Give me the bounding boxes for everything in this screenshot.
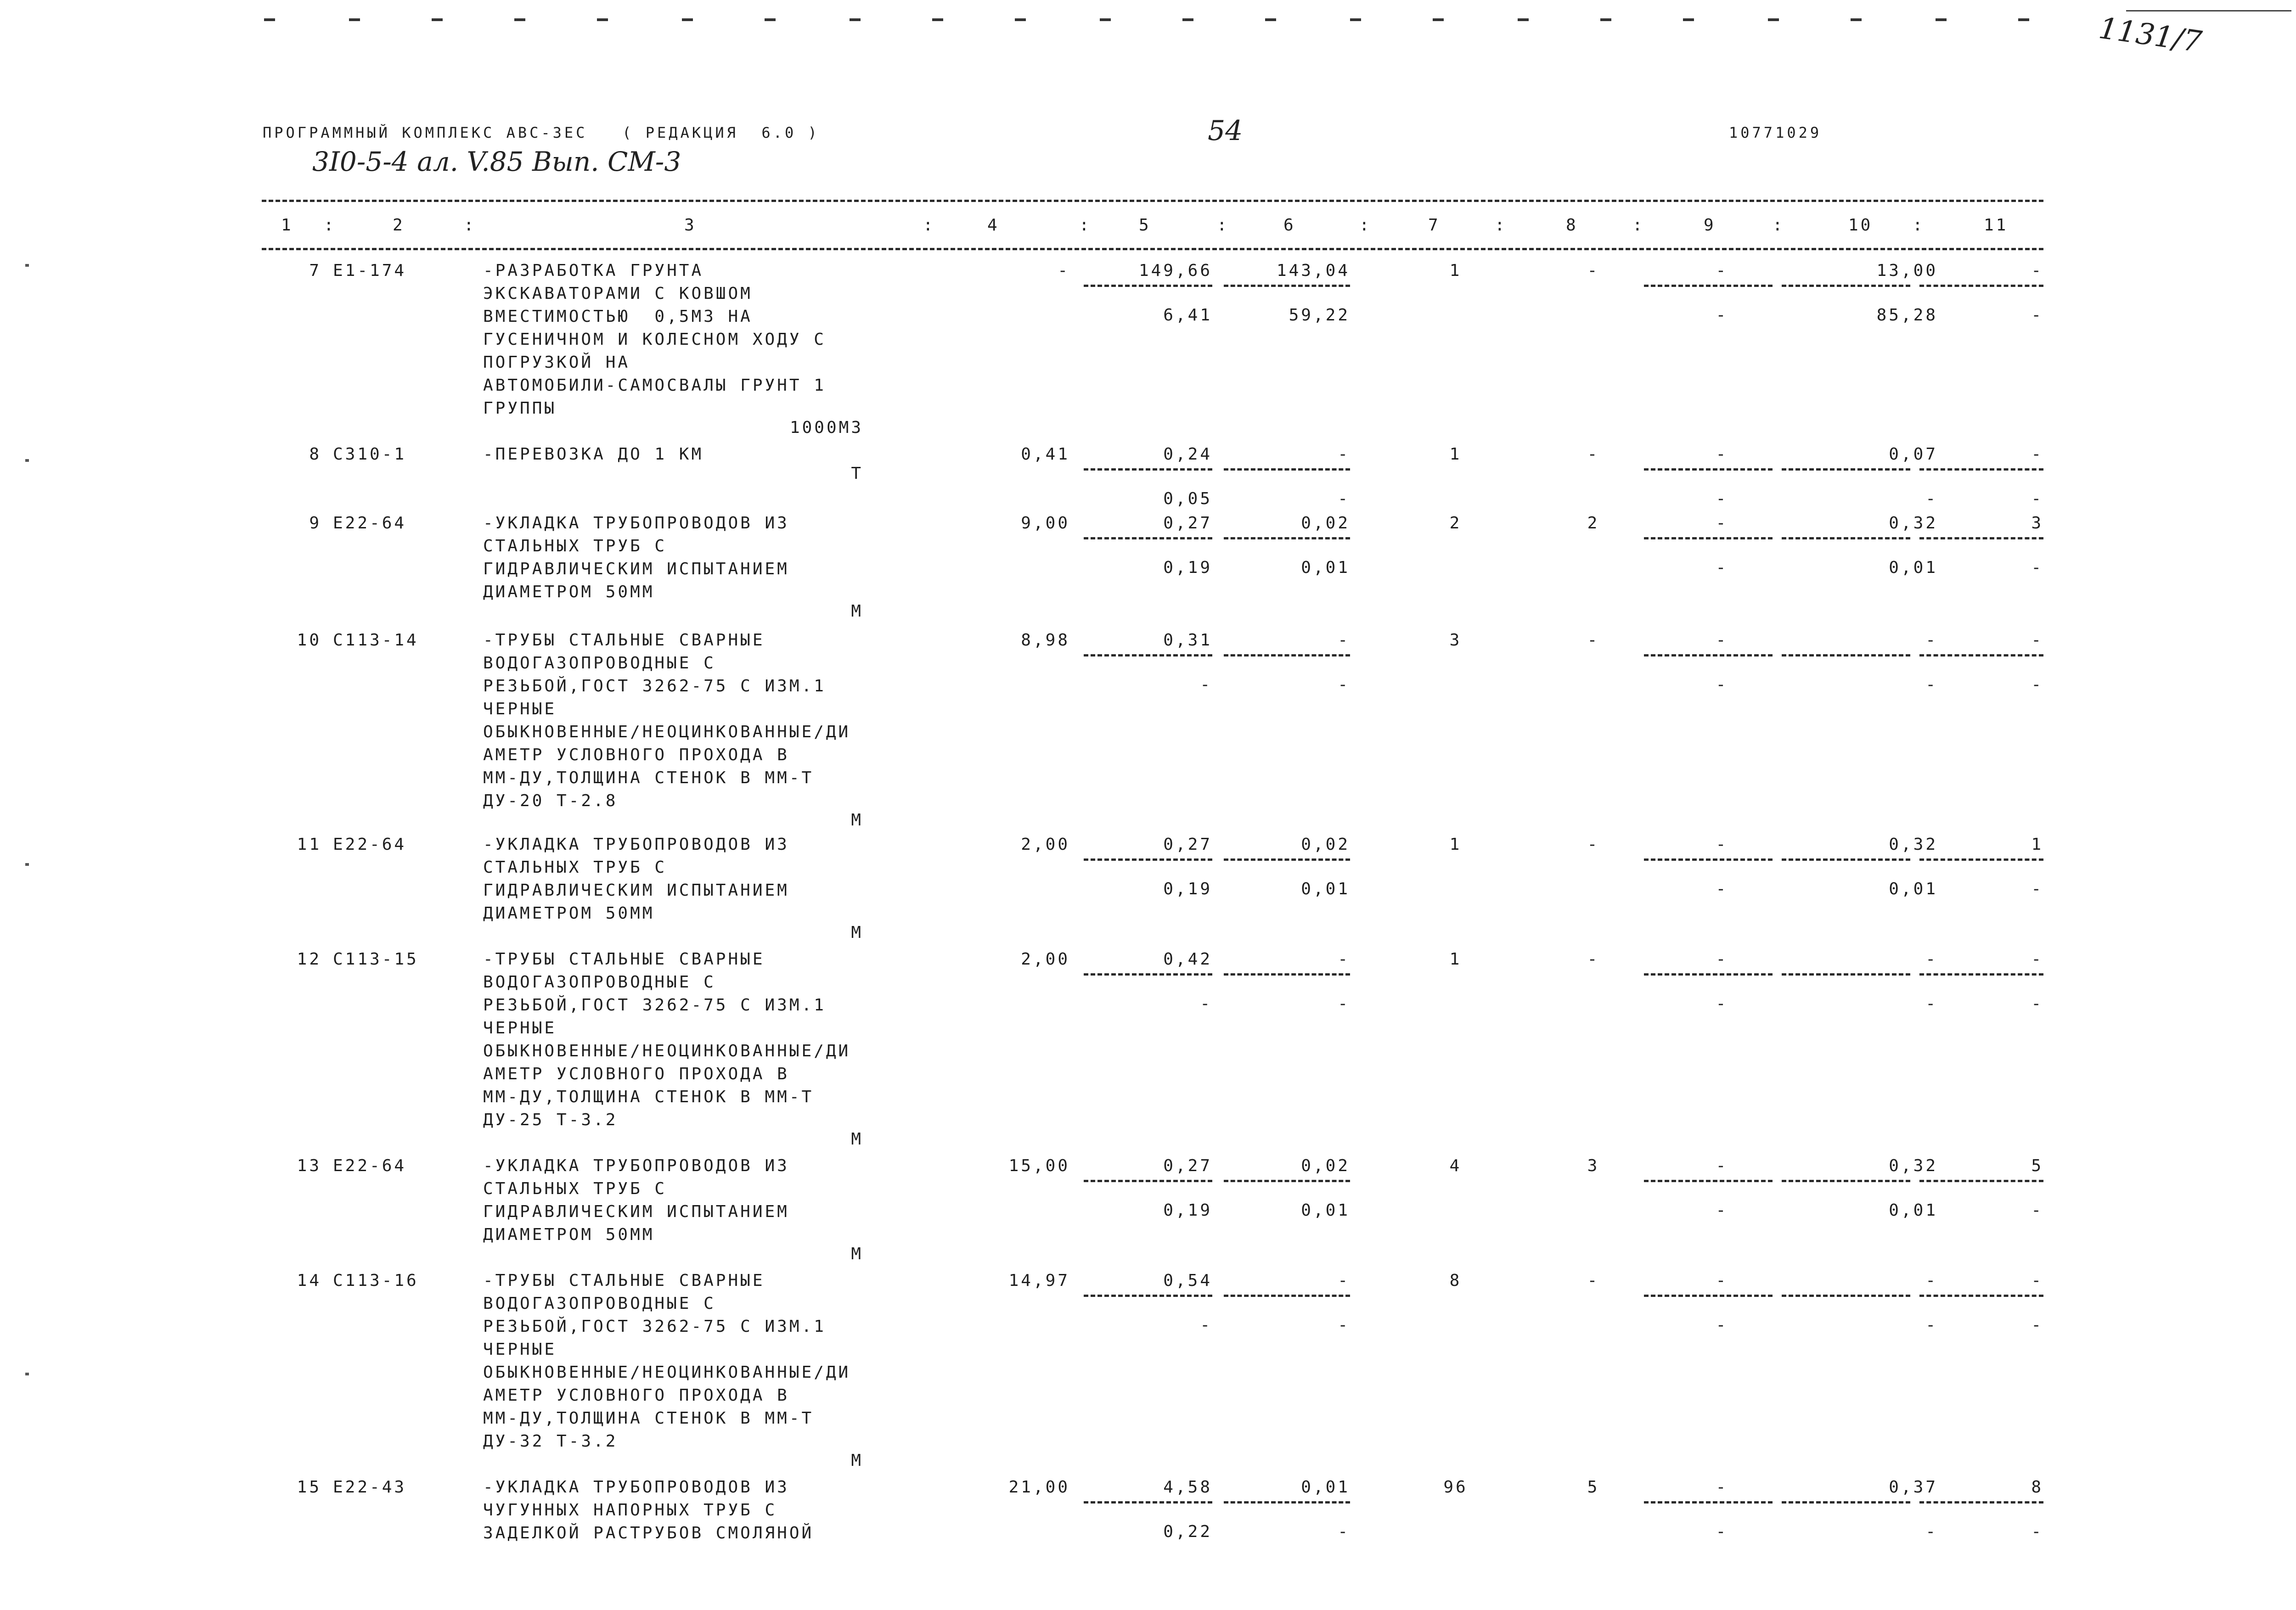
- subtotal-divider: [1782, 1180, 1910, 1182]
- col10-top: 0,32: [1889, 1156, 1938, 1175]
- quantity: 14,97: [1008, 1271, 1070, 1290]
- col5-top: 4,58: [1163, 1478, 1212, 1497]
- work-description-line: ДИАМЕТРОМ 50ММ: [483, 583, 655, 601]
- work-description-line: ДУ-20 Т-2.8: [483, 791, 618, 810]
- column-header-3: 3: [684, 216, 697, 235]
- col7: 1: [1449, 950, 1462, 969]
- unit-of-measure: М: [851, 811, 863, 830]
- col11-bottom: -: [2031, 489, 2043, 508]
- subtotal-divider: [1224, 654, 1350, 656]
- work-description-line: ММ-ДУ,ТОЛЩИНА СТЕНОК В ММ-Т: [483, 1409, 814, 1428]
- work-description-line: -РАЗРАБОТКА ГРУНТА: [483, 261, 704, 280]
- rate-code: С310-1: [333, 445, 407, 464]
- subtotal-divider: [1084, 654, 1212, 656]
- subtotal-divider: [1644, 973, 1773, 976]
- subtotal-divider: [1919, 973, 2043, 976]
- col10-top: -: [1925, 631, 1938, 650]
- col5-bottom: 0,05: [1163, 489, 1212, 508]
- column-separator: :: [1495, 216, 1507, 235]
- column-header-11: 11: [1984, 216, 2009, 235]
- column-separator: :: [1632, 216, 1645, 235]
- column-separator: :: [1773, 216, 1785, 235]
- unit-of-measure: М: [851, 1245, 863, 1263]
- column-header-8: 8: [1566, 216, 1578, 235]
- col10-top: 0,37: [1889, 1478, 1938, 1497]
- work-description-line: ГРУППЫ: [483, 399, 557, 418]
- column-header-1: 1: [281, 216, 293, 235]
- col10-top: 0,07: [1889, 445, 1938, 464]
- rate-code: С113-14: [333, 631, 419, 650]
- margin-speck: [25, 863, 29, 866]
- col11-top: -: [2031, 261, 2043, 280]
- work-description-line: АВТОМОБИЛИ-САМОСВАЛЫ ГРУНТ 1: [483, 376, 826, 395]
- work-description-line: -УКЛАДКА ТРУБОПРОВОДОВ ИЗ: [483, 835, 789, 854]
- col10-bottom: -: [1925, 1522, 1938, 1541]
- subtotal-divider: [1224, 1180, 1350, 1182]
- col9-top: -: [1716, 1478, 1728, 1497]
- col10-top: -: [1925, 1271, 1938, 1290]
- col5-bottom: 0,22: [1163, 1522, 1212, 1541]
- column-header-7: 7: [1428, 216, 1441, 235]
- work-description-line: РЕЗЬБОЙ,ГОСТ 3262-75 С ИЗМ.1: [483, 677, 826, 696]
- col5-top: 0,27: [1163, 835, 1212, 854]
- row-number: 7: [309, 261, 321, 280]
- col5-top: 0,31: [1163, 631, 1212, 650]
- subtotal-divider: [1919, 468, 2043, 471]
- work-description-line: ДУ-32 Т-3.2: [483, 1432, 618, 1451]
- col6-bottom: -: [1338, 994, 1350, 1013]
- quantity: 2,00: [1021, 950, 1070, 969]
- col9-bottom: -: [1716, 675, 1728, 694]
- subtotal-divider: [1919, 1501, 2043, 1503]
- col5-bottom: -: [1200, 994, 1212, 1013]
- col7: 1: [1449, 261, 1462, 280]
- rate-code: Е1-174: [333, 261, 407, 280]
- col8: -: [1587, 261, 1600, 280]
- subtotal-divider: [1644, 1501, 1773, 1503]
- col9-bottom: -: [1716, 306, 1728, 325]
- work-description-line: ГИДРАВЛИЧЕСКИМ ИСПЫТАНИЕМ: [483, 881, 789, 900]
- subtotal-divider: [1782, 973, 1910, 976]
- subtotal-divider: [1224, 285, 1350, 287]
- quantity: 0,41: [1021, 445, 1070, 464]
- col10-top: 0,32: [1889, 514, 1938, 533]
- col11-top: 1: [2031, 835, 2043, 854]
- subtotal-divider: [1919, 654, 2043, 656]
- col9-top: -: [1716, 445, 1728, 464]
- quantity: -: [1058, 261, 1070, 280]
- subtotal-divider: [1644, 858, 1773, 861]
- work-description-line: ЭКСКАВАТОРАМИ С КОВШОМ: [483, 284, 753, 303]
- col6-top: -: [1338, 631, 1350, 650]
- work-description-line: ОБЫКНОВЕННЫЕ/НЕОЦИНКОВАННЫЕ/ДИ: [483, 723, 851, 741]
- subtotal-divider: [1644, 1295, 1773, 1297]
- margin-speck: [25, 264, 29, 267]
- rate-code: Е22-64: [333, 514, 407, 533]
- program-header: ПРОГРАММНЫЙ КОМПЛЕКС АВС-3ЕС ( РЕДАКЦИЯ 6.0 ): [263, 124, 820, 141]
- work-description-line: ЧЕРНЫЕ: [483, 700, 557, 718]
- subtotal-divider: [1084, 285, 1212, 287]
- subtotal-divider: [1084, 1295, 1212, 1297]
- subtotal-divider: [1919, 858, 2043, 861]
- work-description-line: ЧЕРНЫЕ: [483, 1340, 557, 1359]
- subtotal-divider: [1644, 1180, 1773, 1182]
- col6-top: 0,01: [1301, 1478, 1350, 1497]
- col6-bottom: 0,01: [1301, 880, 1350, 898]
- col10-bottom: -: [1925, 489, 1938, 508]
- subtotal-divider: [1782, 1295, 1910, 1297]
- work-description-line: -УКЛАДКА ТРУБОПРОВОДОВ ИЗ: [483, 1478, 789, 1497]
- work-description-line: СТАЛЬНЫХ ТРУБ С: [483, 858, 667, 877]
- row-number: 13: [297, 1156, 321, 1175]
- col9-top: -: [1716, 1271, 1728, 1290]
- col6-bottom: 0,01: [1301, 558, 1350, 577]
- work-description-line: ГУСЕНИЧНОМ И КОЛЕСНОМ ХОДУ С: [483, 330, 826, 349]
- col9-bottom: -: [1716, 994, 1728, 1013]
- col5-top: 0,27: [1163, 1156, 1212, 1175]
- subtotal-divider: [1919, 1180, 2043, 1182]
- col10-bottom: -: [1925, 994, 1938, 1013]
- col8: -: [1587, 445, 1600, 464]
- col11-bottom: -: [2031, 306, 2043, 325]
- column-header-10: 10: [1848, 216, 1873, 235]
- work-description-line: СТАЛЬНЫХ ТРУБ С: [483, 1179, 667, 1198]
- col6-top: 0,02: [1301, 835, 1350, 854]
- subtotal-divider: [1782, 654, 1910, 656]
- subtotal-divider: [1224, 1501, 1350, 1503]
- col10-bottom: 0,01: [1889, 880, 1938, 898]
- col11-bottom: -: [2031, 1201, 2043, 1220]
- col5-top: 149,66: [1138, 261, 1212, 280]
- col6-top: -: [1338, 950, 1350, 969]
- rate-code: Е22-43: [333, 1478, 407, 1497]
- subtotal-divider: [1919, 1295, 2043, 1297]
- unit-of-measure: М: [851, 1130, 863, 1149]
- work-description-line: ДИАМЕТРОМ 50ММ: [483, 1225, 655, 1244]
- margin-speck: [25, 459, 29, 462]
- col5-bottom: 0,19: [1163, 558, 1212, 577]
- col10-bottom: 0,01: [1889, 1201, 1938, 1220]
- work-description-line: ПОГРУЗКОЙ НА: [483, 353, 630, 372]
- column-separator: :: [923, 216, 935, 235]
- col10-top: -: [1925, 950, 1938, 969]
- quantity: 2,00: [1021, 835, 1070, 854]
- subtotal-divider: [1782, 285, 1910, 287]
- subtotal-divider: [1224, 858, 1350, 861]
- subtotal-divider: [1782, 468, 1910, 471]
- col7: 1: [1449, 445, 1462, 464]
- subtotal-divider: [1084, 537, 1212, 539]
- rate-code: Е22-64: [333, 835, 407, 854]
- col9-bottom: -: [1716, 558, 1728, 577]
- subtotal-divider: [1644, 285, 1773, 287]
- col11-top: -: [2031, 631, 2043, 650]
- subtotal-divider: [1782, 858, 1910, 861]
- rate-code: Е22-64: [333, 1156, 407, 1175]
- unit-of-measure: М: [851, 602, 863, 621]
- work-description-line: ЗАДЕЛКОЙ РАСТРУБОВ СМОЛЯНОЙ: [483, 1524, 814, 1543]
- col5-bottom: 0,19: [1163, 1201, 1212, 1220]
- col11-top: 3: [2031, 514, 2043, 533]
- row-number: 14: [297, 1271, 321, 1290]
- column-header-9: 9: [1704, 216, 1716, 235]
- work-description-line: ДУ-25 Т-3.2: [483, 1111, 618, 1129]
- work-description-line: ММ-ДУ,ТОЛЩИНА СТЕНОК В ММ-Т: [483, 769, 814, 787]
- col5-bottom: -: [1200, 1316, 1212, 1335]
- work-description-line: -ПЕРЕВОЗКА ДО 1 КМ: [483, 445, 704, 464]
- col6-top: -: [1338, 1271, 1350, 1290]
- work-description-line: ОБЫКНОВЕННЫЕ/НЕОЦИНКОВАННЫЕ/ДИ: [483, 1363, 851, 1382]
- work-description-line: ГИДРАВЛИЧЕСКИМ ИСПЫТАНИЕМ: [483, 1202, 789, 1221]
- col11-top: -: [2031, 445, 2043, 464]
- col10-bottom: -: [1925, 675, 1938, 694]
- col5-top: 0,24: [1163, 445, 1212, 464]
- col5-top: 0,27: [1163, 514, 1212, 533]
- work-description-line: ЧУГУННЫХ НАПОРНЫХ ТРУБ С: [483, 1501, 777, 1520]
- column-separator: :: [464, 216, 476, 235]
- subtotal-divider: [1644, 537, 1773, 539]
- col10-bottom: 85,28: [1876, 306, 1938, 325]
- col9-bottom: -: [1716, 1201, 1728, 1220]
- col11-top: 5: [2031, 1156, 2043, 1175]
- col5-top: 0,54: [1163, 1271, 1212, 1290]
- subtotal-divider: [1782, 1501, 1910, 1503]
- work-description-line: -УКЛАДКА ТРУБОПРОВОДОВ ИЗ: [483, 1156, 789, 1175]
- unit-of-measure: М: [851, 1451, 863, 1470]
- subtotal-divider: [1919, 285, 2043, 287]
- col11-bottom: -: [2031, 880, 2043, 898]
- col6-bottom: -: [1338, 489, 1350, 508]
- rate-code: С113-16: [333, 1271, 419, 1290]
- row-number: 12: [297, 950, 321, 969]
- subtotal-divider: [1084, 858, 1212, 861]
- quantity: 21,00: [1008, 1478, 1070, 1497]
- col9-bottom: -: [1716, 1316, 1728, 1335]
- col5-bottom: 6,41: [1163, 306, 1212, 325]
- col7: 3: [1449, 631, 1462, 650]
- col8: 3: [1587, 1156, 1600, 1175]
- col6-top: 143,04: [1276, 261, 1350, 280]
- row-number: 10: [297, 631, 321, 650]
- subtotal-divider: [1084, 973, 1212, 976]
- work-description-line: ОБЫКНОВЕННЫЕ/НЕОЦИНКОВАННЫЕ/ДИ: [483, 1042, 851, 1060]
- col8: -: [1587, 631, 1600, 650]
- col5-bottom: 0,19: [1163, 880, 1212, 898]
- page-number: 54: [1208, 115, 1243, 147]
- col9-top: -: [1716, 631, 1728, 650]
- col9-bottom: -: [1716, 880, 1728, 898]
- work-description-line: ММ-ДУ,ТОЛЩИНА СТЕНОК В ММ-Т: [483, 1088, 814, 1106]
- work-description-line: ДИАМЕТРОМ 50ММ: [483, 904, 655, 923]
- row-number: 9: [309, 514, 321, 533]
- col6-top: -: [1338, 445, 1350, 464]
- col6-bottom: 0,01: [1301, 1201, 1350, 1220]
- work-description-line: ЧЕРНЫЕ: [483, 1019, 557, 1038]
- subtotal-divider: [1644, 468, 1773, 471]
- column-separator: :: [1359, 216, 1372, 235]
- col9-bottom: -: [1716, 489, 1728, 508]
- col7: 2: [1449, 514, 1462, 533]
- col7: 4: [1449, 1156, 1462, 1175]
- unit-of-measure: 1000М3: [789, 418, 863, 437]
- rate-code: С113-15: [333, 950, 419, 969]
- quantity: 15,00: [1008, 1156, 1070, 1175]
- col11-top: -: [2031, 1271, 2043, 1290]
- col9-top: -: [1716, 950, 1728, 969]
- row-number: 15: [297, 1478, 321, 1497]
- column-header-2: 2: [393, 216, 405, 235]
- col10-top: 13,00: [1876, 261, 1938, 280]
- row-number: 11: [297, 835, 321, 854]
- col7: 8: [1449, 1271, 1462, 1290]
- subtotal-divider: [1224, 973, 1350, 976]
- col8: -: [1587, 835, 1600, 854]
- col6-top: 0,02: [1301, 1156, 1350, 1175]
- margin-speck: [25, 1373, 29, 1375]
- col7: 96: [1443, 1478, 1468, 1497]
- work-description-line: -ТРУБЫ СТАЛЬНЫЕ СВАРНЫЕ: [483, 1271, 765, 1290]
- column-header-6: 6: [1283, 216, 1296, 235]
- subtotal-divider: [1782, 537, 1910, 539]
- document-code: 10771029: [1729, 124, 1822, 141]
- col9-top: -: [1716, 835, 1728, 854]
- work-description-line: АМЕТР УСЛОВНОГО ПРОХОДА В: [483, 1386, 789, 1405]
- col11-top: 8: [2031, 1478, 2043, 1497]
- col8: 2: [1587, 514, 1600, 533]
- row-number: 8: [309, 445, 321, 464]
- work-description-line: -ТРУБЫ СТАЛЬНЫЕ СВАРНЫЕ: [483, 631, 765, 650]
- col11-bottom: -: [2031, 558, 2043, 577]
- work-description-line: -УКЛАДКА ТРУБОПРОВОДОВ ИЗ: [483, 514, 789, 533]
- col6-bottom: -: [1338, 675, 1350, 694]
- subtotal-divider: [1224, 1295, 1350, 1297]
- col10-top: 0,32: [1889, 835, 1938, 854]
- column-header-5: 5: [1139, 216, 1151, 235]
- subtotal-divider: [1084, 1501, 1212, 1503]
- quantity: 9,00: [1021, 514, 1070, 533]
- col11-bottom: -: [2031, 675, 2043, 694]
- col9-bottom: -: [1716, 1522, 1728, 1541]
- unit-of-measure: Т: [851, 464, 863, 483]
- subtotal-divider: [1919, 537, 2043, 539]
- subtotal-divider: [1224, 537, 1350, 539]
- sheet-mark: 1131/7: [2096, 11, 2204, 60]
- col9-top: -: [1716, 261, 1728, 280]
- col11-bottom: -: [2031, 994, 2043, 1013]
- work-description-line: ВОДОГАЗОПРОВОДНЫЕ С: [483, 654, 716, 673]
- col6-bottom: -: [1338, 1522, 1350, 1541]
- header-separator-bottom: [262, 248, 2043, 250]
- col11-bottom: -: [2031, 1522, 2043, 1541]
- column-separator: :: [1913, 216, 1925, 235]
- col11-bottom: -: [2031, 1316, 2043, 1335]
- header-separator-top: [262, 200, 2043, 202]
- subtotal-divider: [1224, 468, 1350, 471]
- work-description-line: РЕЗЬБОЙ,ГОСТ 3262-75 С ИЗМ.1: [483, 1317, 826, 1336]
- column-separator: :: [324, 216, 336, 235]
- col8: 5: [1587, 1478, 1600, 1497]
- work-description-line: -ТРУБЫ СТАЛЬНЫЕ СВАРНЫЕ: [483, 950, 765, 969]
- work-description-line: ВМЕСТИМОСТЬЮ 0,5М3 НА: [483, 307, 753, 326]
- col9-top: -: [1716, 1156, 1728, 1175]
- column-separator: :: [1217, 216, 1229, 235]
- work-description-line: ВОДОГАЗОПРОВОДНЫЕ С: [483, 1294, 716, 1313]
- column-separator: :: [1079, 216, 1092, 235]
- col5-bottom: -: [1200, 675, 1212, 694]
- column-header-4: 4: [987, 216, 1000, 235]
- col10-bottom: 0,01: [1889, 558, 1938, 577]
- col6-top: 0,02: [1301, 514, 1350, 533]
- col11-top: -: [2031, 950, 2043, 969]
- work-description-line: АМЕТР УСЛОВНОГО ПРОХОДА В: [483, 746, 789, 764]
- col9-top: -: [1716, 514, 1728, 533]
- col8: -: [1587, 950, 1600, 969]
- unit-of-measure: М: [851, 923, 863, 942]
- work-description-line: РЕЗЬБОЙ,ГОСТ 3262-75 С ИЗМ.1: [483, 996, 826, 1015]
- col5-top: 0,42: [1163, 950, 1212, 969]
- work-description-line: СТАЛЬНЫХ ТРУБ С: [483, 537, 667, 555]
- col7: 1: [1449, 835, 1462, 854]
- col8: -: [1587, 1271, 1600, 1290]
- quantity: 8,98: [1021, 631, 1070, 650]
- col10-bottom: -: [1925, 1316, 1938, 1335]
- handwritten-reference: 3I0-5-4 ал. V.85 Вып. СМ-3: [312, 146, 681, 177]
- subtotal-divider: [1084, 468, 1212, 471]
- top-right-rule: [2126, 10, 2291, 11]
- subtotal-divider: [1644, 654, 1773, 656]
- work-description-line: АМЕТР УСЛОВНОГО ПРОХОДА В: [483, 1065, 789, 1083]
- work-description-line: ГИДРАВЛИЧЕСКИМ ИСПЫТАНИЕМ: [483, 560, 789, 578]
- subtotal-divider: [1084, 1180, 1212, 1182]
- col6-bottom: -: [1338, 1316, 1350, 1335]
- col6-bottom: 59,22: [1289, 306, 1350, 325]
- work-description-line: ВОДОГАЗОПРОВОДНЫЕ С: [483, 973, 716, 992]
